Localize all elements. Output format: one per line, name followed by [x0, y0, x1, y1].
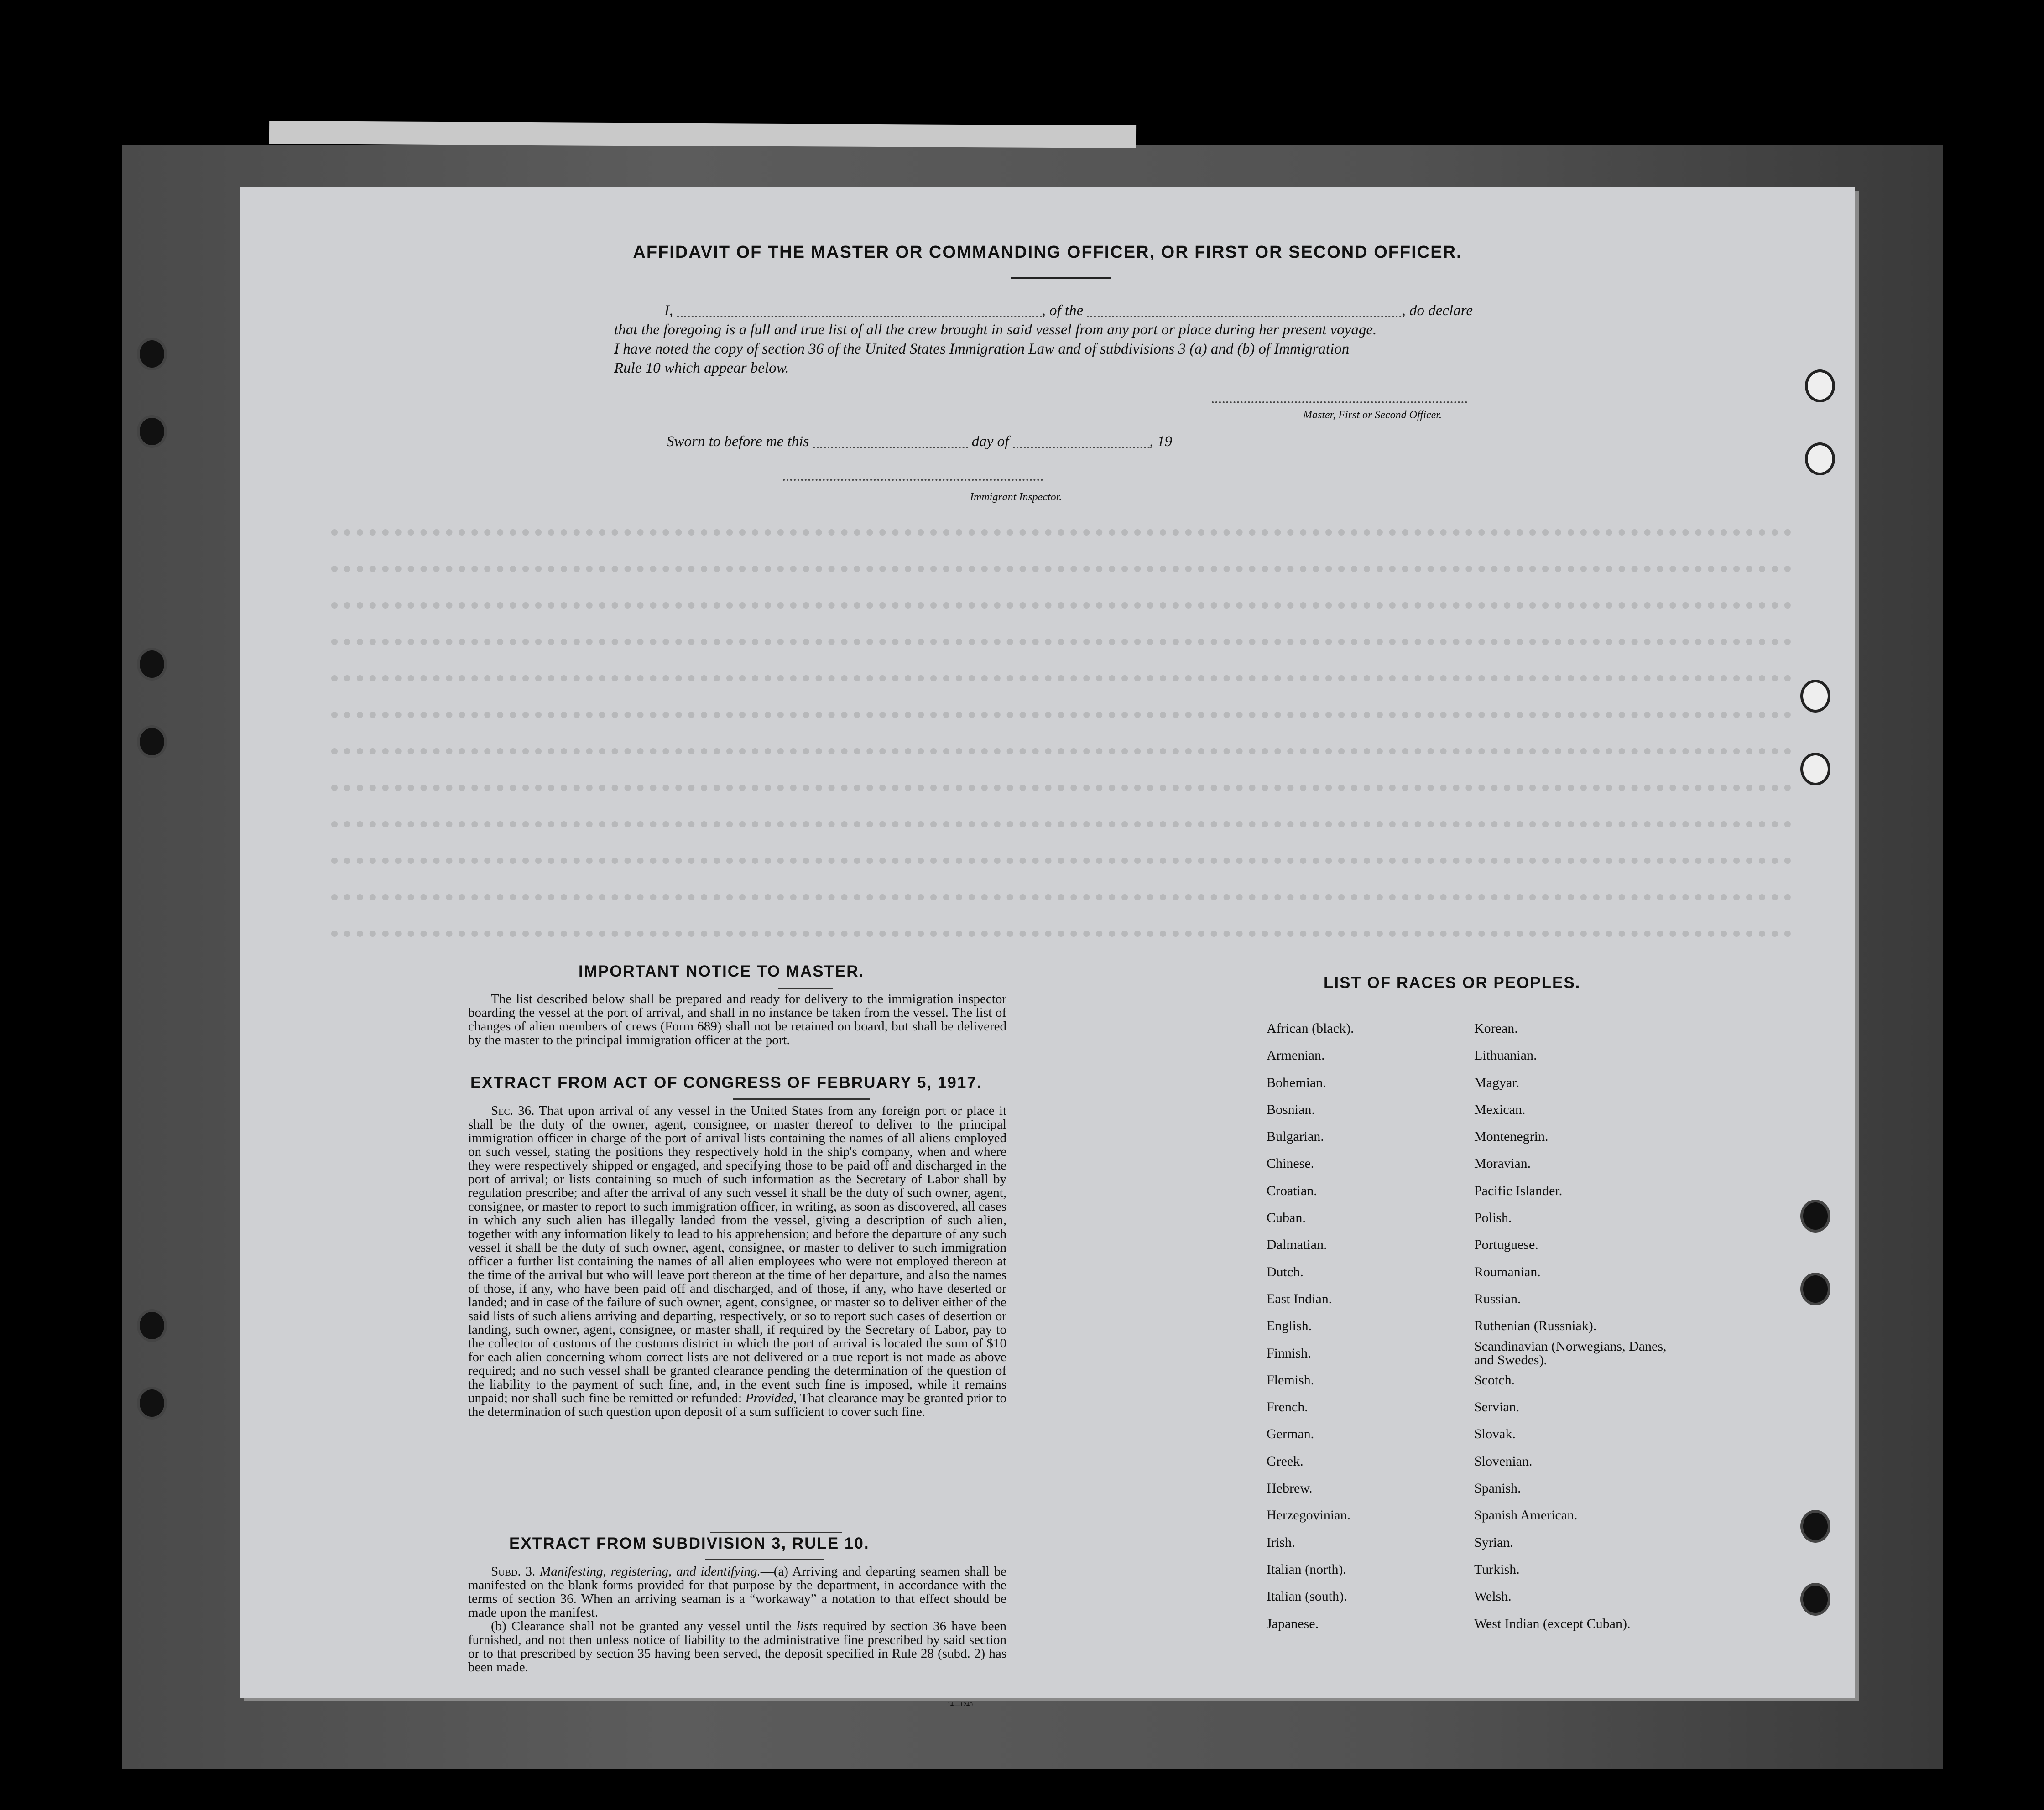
vessel-blank[interactable]	[1087, 306, 1402, 317]
race-item: Mexican.	[1474, 1102, 1526, 1117]
race-item: Roumanian.	[1474, 1264, 1541, 1279]
race-item: Servian.	[1474, 1399, 1520, 1415]
binder-hole	[137, 338, 167, 370]
race-item: Ruthenian (Russniak).	[1474, 1318, 1597, 1334]
binder-hole	[137, 1309, 167, 1342]
affidavit-of-the: , of the	[1042, 302, 1084, 319]
race-item: West Indian (except Cuban).	[1474, 1616, 1631, 1631]
notice-title: IMPORTANT NOTICE TO MASTER.	[579, 962, 865, 980]
binder-hole	[137, 648, 167, 681]
race-item: Slovenian.	[1474, 1453, 1533, 1469]
race-item: Finnish.	[1267, 1345, 1311, 1361]
race-item: Croatian.	[1267, 1183, 1317, 1198]
sworn-day-of: day of	[971, 433, 1009, 450]
affidavit-line-3: I have noted the copy of section 36 of the United States Immigration Law and of subdivisions 3 (a) and (b) of Immigration	[614, 341, 1350, 357]
race-item: Flemish.	[1267, 1372, 1314, 1388]
sworn-prefix: Sworn to before me this	[667, 433, 809, 450]
race-item: Dutch.	[1267, 1264, 1304, 1279]
page-hole	[1800, 1583, 1830, 1616]
race-item: Portuguese.	[1474, 1237, 1538, 1253]
race-item: English.	[1267, 1318, 1312, 1334]
sec-label: Sec. 36.	[491, 1103, 535, 1118]
document-page	[240, 187, 1855, 1708]
extract-act-title: EXTRACT FROM ACT OF CONGRESS OF FEBRUARY 5, 1917.	[470, 1074, 982, 1092]
race-item: Russian.	[1474, 1291, 1521, 1306]
form-code: 14—1240	[947, 1701, 973, 1708]
sec-36-text-end: That clearance may be granted prior to the determination of such question upon deposit of a sum sufficient to cover such fine.	[468, 1391, 1006, 1419]
subd-label: Subd. 3.	[491, 1564, 536, 1579]
race-item: Moravian.	[1474, 1156, 1531, 1171]
binder-hole	[137, 1387, 167, 1420]
race-item: Italian (north).	[1267, 1561, 1346, 1577]
para-b-lists: lists	[796, 1619, 818, 1633]
race-item: Irish.	[1267, 1534, 1295, 1550]
inspector-signature-line[interactable]	[783, 479, 1043, 481]
sworn-month-blank[interactable]	[1013, 437, 1150, 448]
race-item: French.	[1267, 1399, 1308, 1415]
page-hole	[1800, 1200, 1830, 1233]
race-item: Spanish American.	[1474, 1508, 1578, 1523]
extract-rule-title: EXTRACT FROM SUBDIVISION 3, RULE 10.	[509, 1534, 870, 1552]
races-left-column	[1267, 1015, 1354, 1637]
race-item: Bulgarian.	[1267, 1129, 1324, 1144]
race-item: Welsh.	[1474, 1589, 1512, 1604]
binder-top-strip	[269, 121, 1136, 148]
affidavit-title: AFFIDAVIT OF THE MASTER OR COMMANDING OFFICER, OR FIRST OR SECOND OFFICER.	[633, 243, 1462, 262]
binder-hole	[137, 725, 167, 758]
race-item: Hebrew.	[1267, 1481, 1313, 1496]
extract-rule-rule	[705, 1559, 824, 1560]
para-a: —(a) Arriving and departing seamen shall be manifested on the blank forms provided for that purpose by the department, in accordance with the terms of section 36. When an arriving seaman is a “workaway” a notation to that effect should be made upon the manifest.	[468, 1564, 1006, 1620]
para-b-end: required by section 36 have been furnished, and not then unless notice of liability to the administrative fine prescribed by said section or to that prescribed by section 35 having been served, the deposit specified in Rule 28 (subd. 2) has been made.	[468, 1619, 1007, 1675]
page-hole	[1800, 1510, 1830, 1543]
extract-rule-text	[468, 1565, 1006, 1674]
affidavit-i: I,	[664, 302, 673, 319]
page-hole	[1805, 442, 1835, 475]
race-item: Turkish.	[1474, 1561, 1520, 1577]
races-right-column	[1474, 1015, 1689, 1637]
race-item: African (black).	[1267, 1021, 1354, 1036]
race-item: Pacific Islander.	[1474, 1183, 1563, 1198]
para-b-start: (b) Clearance shall not be granted any vessel until the	[491, 1619, 792, 1633]
race-item: Italian (south).	[1267, 1589, 1347, 1604]
race-item: Dalmatian.	[1267, 1237, 1327, 1253]
race-item: German.	[1267, 1426, 1314, 1442]
sworn-line	[667, 433, 1172, 450]
race-item: Bohemian.	[1267, 1075, 1326, 1090]
race-item: Slovak.	[1474, 1426, 1516, 1442]
race-item: Magyar.	[1474, 1075, 1520, 1090]
affidavit-line-4: Rule 10 which appear below.	[614, 360, 789, 376]
races-title: LIST OF RACES OR PEOPLES.	[1324, 974, 1581, 992]
sec-36-text: That upon arrival of any vessel in the United States from any foreign port or place it shall be the duty of the owner, agent, consignee, or master thereof to deliver to the principal immigration officer in charge of the port of arrival lists containing the names of all aliens employed on such vessel, stating the positions they respectively hold in the ship's company, when and where they were respectively shipped or engaged, and specifying those to be paid off and discharged in the port of arrival; or lists containing so much of such information as the Secretary of Labor shall by regulation prescribe; and after the arrival of any such vessel it shall be the duty of such owner, agent, consignee, or master to report to such immigration officer, in writing, as soon as discovered, all cases in which any such alien has illegally landed from the vessel, giving a description of such alien, together with any information likely to lead to his apprehension; and before the departure of any such vessel it shall be the duty of such owner, agent, consignee, or master to deliver to such immigration officer a further list containing the names of all alien employees who were not employed thereon at the time of the arrival but who will leave port thereon at the time of her departure, and also the names of those, if any, who have been paid off and discharged, and of those, if any, who have deserted or landed; and in case of the failure of such owner, agent, consignee, or master so to deliver either of the said lists of such aliens arriving and departing, respectively, or so to report such cases of desertion or landing, such owner, agent, consignee, or master shall, if required by the Secretary of Labor, pay to the collector of customs of the customs district in which the port of arrival is located the sum of $10 for each alien concerning whom correct lists are not delivered or a true report is not made as above required; and no such vessel shall be granted clearance pending the determination of the question of the liability to the payment of such fine, and, in the event such fine is imposed, while it remains unpaid; nor shall such fine be remitted or refunded:	[468, 1103, 1007, 1405]
race-item: Syrian.	[1474, 1534, 1513, 1550]
affidavit-line-2: that the foregoing is a full and true list of all the crew brought in said vessel from any port or place during her present voyage.	[614, 322, 1377, 338]
race-item: Montenegrin.	[1474, 1129, 1549, 1144]
race-item: Lithuanian.	[1474, 1048, 1537, 1063]
sworn-day-blank[interactable]	[813, 437, 968, 448]
subd-heading: Manifesting, registering, and identifying.	[540, 1564, 761, 1579]
race-item: Scotch.	[1474, 1372, 1515, 1388]
race-item: Spanish.	[1474, 1481, 1521, 1496]
race-item: Herzegovinian.	[1267, 1508, 1351, 1523]
notice-text	[468, 992, 1006, 1047]
inspector-caption: Immigrant Inspector.	[970, 491, 1062, 503]
race-item: Korean.	[1474, 1021, 1518, 1036]
page-hole	[1800, 753, 1830, 785]
race-item: Bosnian.	[1267, 1102, 1315, 1117]
race-item: Chinese.	[1267, 1156, 1314, 1171]
extract-act-text	[468, 1104, 1006, 1419]
race-item: Armenian.	[1267, 1048, 1325, 1063]
title-rule	[1011, 277, 1111, 279]
sworn-year: , 19	[1149, 433, 1173, 450]
binder-hole	[137, 415, 167, 448]
notice-paragraph: The list described below shall be prepared and ready for delivery to the immigration inspector boarding the vessel at the port of arrival, and shall in no instance be taken from the vessel. The list of changes of alien members of crews (Form 689) shall not be retained on board, but shall be delivered by the master to the principal immigration officer at the port.	[468, 992, 1006, 1047]
race-item: Greek.	[1267, 1453, 1304, 1469]
race-item: Cuban.	[1267, 1210, 1306, 1226]
extract-act-rule	[733, 1098, 870, 1100]
affidavit-text	[614, 301, 1517, 378]
master-signature-line[interactable]	[1212, 401, 1467, 403]
extract-rule-divider	[710, 1532, 842, 1533]
page-hole	[1805, 369, 1835, 402]
race-item: Polish.	[1474, 1210, 1512, 1226]
provided-word: Provided,	[745, 1391, 797, 1405]
page-hole	[1800, 680, 1830, 713]
affidavit-declare: , do declare	[1402, 302, 1473, 319]
race-item: Japanese.	[1267, 1616, 1319, 1631]
master-caption: Master, First or Second Officer.	[1303, 409, 1442, 421]
race-item: Scandinavian (Norwegians, Danes, and Swedes).	[1474, 1338, 1667, 1368]
notice-rule	[778, 988, 833, 989]
name-blank[interactable]	[677, 306, 1042, 317]
race-item: East Indian.	[1267, 1291, 1332, 1306]
page-hole	[1800, 1273, 1830, 1305]
